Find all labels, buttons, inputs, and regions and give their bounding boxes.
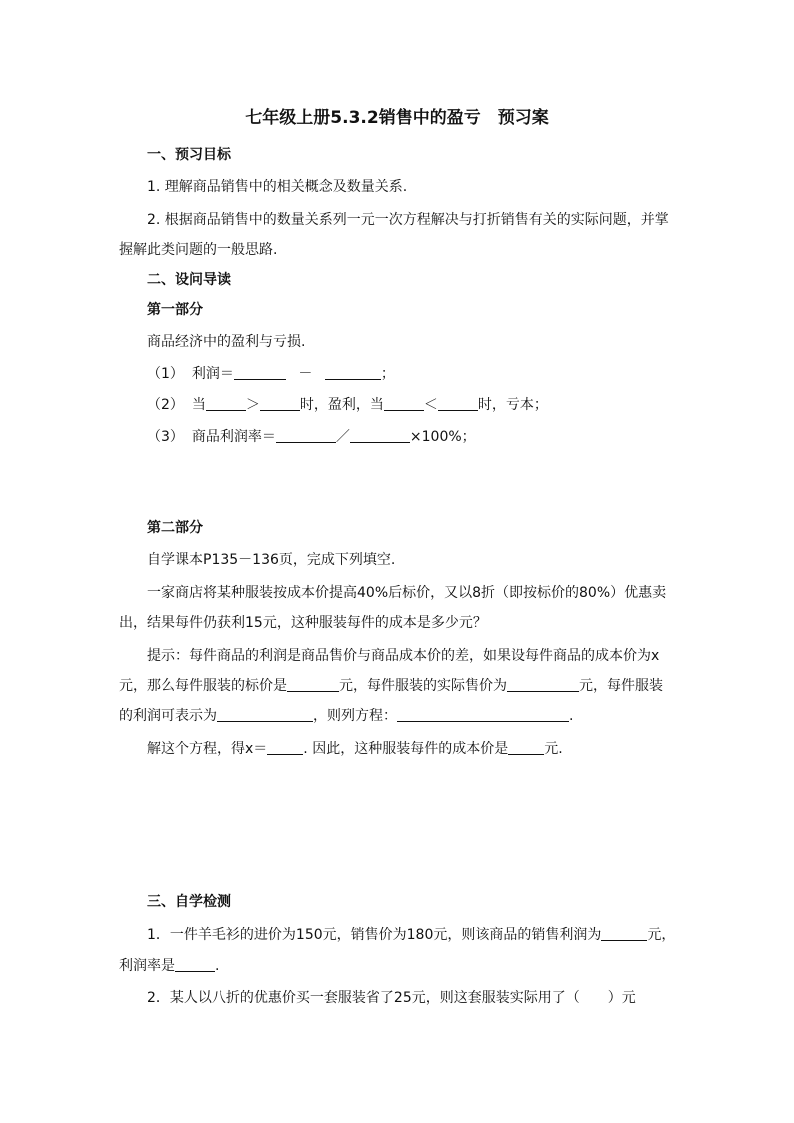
item-number: （2） [147, 397, 184, 413]
profit-label: 利润＝ [191, 366, 234, 382]
section-heading-goals: 一、预习目标 [147, 147, 231, 163]
section-heading-guide: 二、设问导读 [147, 272, 231, 288]
check-question-1 [147, 925, 675, 945]
punctuation: . [215, 958, 220, 974]
slash-sign: ／ [335, 429, 350, 445]
fill-blank[interactable] [508, 740, 544, 755]
goal-2-line-1: 2. 根据商品销售中的数量关系列一元一次方程解决与打折销售有关的实际问题，并掌 [147, 212, 669, 228]
section-heading-check: 三、自学检测 [147, 894, 231, 910]
text-when: 当 [191, 397, 206, 413]
minus-sign: － [298, 366, 313, 382]
hint-text: 元，那么每件服装的标价是 [119, 678, 287, 694]
punctuation: ； [380, 366, 395, 382]
problem-line-2: 出，结果每件仍获利15元，这种服装每件的成本是多少元？ [119, 615, 487, 631]
fill-blank[interactable] [217, 707, 313, 722]
fill-blank[interactable] [260, 396, 300, 411]
percent-suffix: ×100%； [409, 429, 476, 445]
question-text: 元， [647, 927, 676, 943]
solution-text: 元. [544, 741, 563, 757]
check-question-2: 2．某人以八折的优惠价买一套服装省了25元，则这套服装实际用了（ ）元 [147, 990, 636, 1006]
solution-line [147, 739, 563, 759]
hint-line-3 [119, 706, 573, 726]
fill-blank[interactable] [234, 365, 286, 380]
solution-text: . 因此，这种服装每件的成本价是 [303, 741, 509, 757]
fill-blank[interactable] [206, 396, 246, 411]
problem-line-1: 一家商店将某种服装按成本价提高40%后标价，又以8折（即按标价的80%）优惠卖 [147, 585, 667, 601]
punctuation: . [569, 708, 574, 724]
check-question-1-cont [119, 956, 219, 976]
less-than-sign: ＜ [423, 397, 438, 413]
fill-blank[interactable] [276, 428, 336, 443]
greater-than-sign: ＞ [245, 397, 260, 413]
part-2-heading: 第二部分 [147, 520, 203, 536]
hint-text: 元，每件服装 [579, 678, 663, 694]
fill-blank[interactable] [507, 677, 579, 692]
fill-blank[interactable] [384, 396, 424, 411]
fill-blank[interactable] [397, 707, 569, 722]
fill-blank[interactable] [325, 365, 381, 380]
fill-blank[interactable] [350, 428, 410, 443]
part-1-heading: 第一部分 [147, 302, 203, 318]
fill-blank[interactable] [601, 926, 647, 941]
profit-rate-label: 商品利润率＝ [191, 429, 276, 445]
item-number: （3） [147, 429, 184, 445]
text-loss: 时，亏本； [477, 397, 548, 413]
goal-2-line-2: 握解此类问题的一般思路. [119, 242, 278, 258]
solution-text: 解这个方程，得x＝ [147, 741, 268, 757]
hint-text: 的利润可表示为 [119, 708, 217, 724]
question-text: 1．一件羊毛衫的进价为150元，销售价为180元，则该商品的销售利润为 [147, 927, 602, 943]
item-number: （1） [147, 366, 184, 382]
fill-blank[interactable] [438, 396, 478, 411]
question-text: 利润率是 [119, 958, 175, 974]
profit-formula [147, 364, 395, 384]
part-2-intro: 自学课本P135－136页，完成下列填空. [147, 552, 396, 568]
hint-line-2 [119, 676, 663, 696]
part-1-intro: 商品经济中的盈利与亏损. [147, 334, 306, 350]
hint-line-1: 提示：每件商品的利润是商品售价与商品成本价的差，如果设每件商品的成本价为x [147, 648, 660, 664]
fill-blank[interactable] [175, 957, 215, 972]
goal-1: 1. 理解商品销售中的相关概念及数量关系. [147, 179, 408, 195]
hint-text: ，则列方程： [313, 708, 397, 724]
page-title: 七年级上册5.3.2销售中的盈亏 预习案 [245, 108, 549, 128]
profit-loss-condition [147, 395, 548, 415]
hint-text: 元，每件服装的实际售价为 [339, 678, 507, 694]
fill-blank[interactable] [267, 740, 303, 755]
fill-blank[interactable] [287, 677, 339, 692]
profit-rate-formula [147, 427, 476, 447]
text-profit: 时，盈利，当 [299, 397, 384, 413]
